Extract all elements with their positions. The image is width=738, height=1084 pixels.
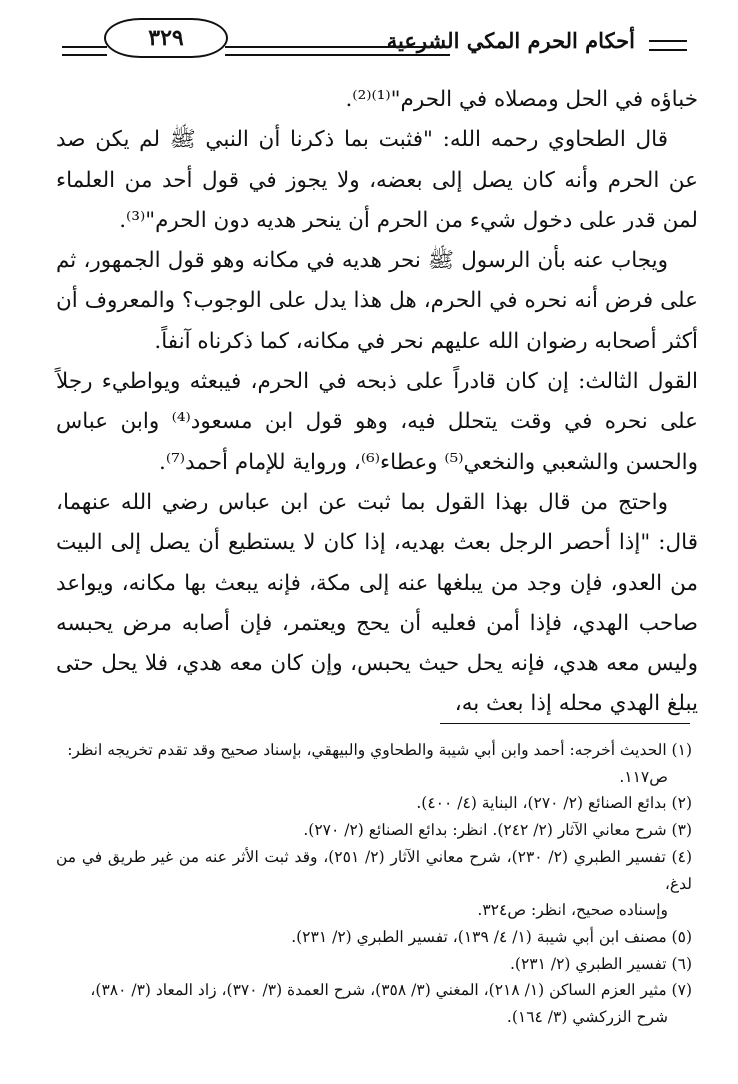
footnote: (١) الحديث أخرجه: أحمد وابن أبي شيبة والطحاوي والبيهقي، بإسناد صحيح وقد تقدم تخريجه انظر: (67, 741, 692, 759)
paragraph: القول الثالث: إن كان قادراً على ذبحه في الحرم، فيبعثه ويواطيء رجلاً على نحره في وقت يتحلل فيه، وهو قول ابن مسعود⁽⁴⁾ وابن عباس والحسن والشعبي والنخعي⁽⁵⁾ وعطاء⁽⁶⁾، ورواية للإمام أحمد⁽⁷⁾. (56, 369, 698, 475)
paragraph: واحتج من قال بهذا القول بما ثبت عن ابن عباس رضي الله عنهما، قال: "إذا أحصر الرجل بعث بهديه، إذا كان لا يستطيع أن يصل إلى البيت من العدو، فإن وجد من يبلغها عنه إلى مكة، فإنه يبعث بها مكانه، ويواعد صاحب الهدي، فإذا أمن فعليه أن يحج ويعتمر، فإن أصابه مرض يحبسه وليس معه هدي، فإنه يحل حيث يحبس، وإن كان معه هدي، فلا يحل حتى يبلغ الهدي محله إذا بعث به، (56, 489, 698, 717)
paragraph: خباؤه في الحل ومصلاه في الحرم"⁽¹⁾⁽²⁾. (345, 87, 698, 112)
header-ornament (649, 40, 687, 51)
footnotes (56, 737, 692, 1031)
paragraph: ويجاب عنه بأن الرسول ﷺ نحر هديه في مكانه وهو قول الجمهور، ثم على فرض أنه نحره في الحرم، هل هذا يدل على الوجوب؟ والمعروف أن أكثر أصحابه رضوان الله عليهم نحر في مكانه، كما ذكرناه آنفاً. (56, 248, 698, 354)
footnote-continuation: ص١١٧. (619, 767, 668, 786)
footnote: (٧) مثير العزم الساكن (١/ ٢١٨)، المغني (٣/ ٣٥٨)، شرح العمدة (٣/ ٣٧٠)، زاد المعاد (٣/ ٣٨٠)، (90, 981, 692, 1000)
page-number: ٣٢٩ (104, 18, 228, 58)
running-title: أحكام الحرم المكي الشرعية (386, 28, 635, 53)
footnote-continuation: شرح الزركشي (٣/ ١٦٤). (506, 1008, 668, 1027)
header-rule-left (62, 46, 107, 56)
footnote: (٦) تفسير الطبري (٢/ ٢٣١). (509, 954, 692, 973)
footnote: (٤) تفسير الطبري (٢/ ٢٣٠)، شرح معاني الآثار (٢/ ٢٥١)، وقد ثبت الأثر عنه من غير طريق في من لدغ، (56, 847, 692, 893)
footnote-separator (440, 723, 690, 724)
footnote-continuation: وإسناده صحيح، انظر: ص٣٢٤. (477, 901, 668, 920)
footnote: (٥) مصنف ابن أبي شيبة (١/ ٤/ ١٣٩)، تفسير الطبري (٢/ ٢٣١). (291, 927, 692, 946)
paragraph: قال الطحاوي رحمه الله: "فثبت بما ذكرنا أن النبي ﷺ لم يكن صد عن الحرم وأنه كان يصل إلى بعضه، ولا يجوز في قول أحد من العلماء لمن قدر على دخول شيء من الحرم أن ينحر هديه دون الحرم"⁽³⁾. (56, 127, 698, 233)
footnote: (٢) بدائع الصنائع (٢/ ٢٧٠)، البناية (٤/ ٤٠٠). (416, 794, 692, 813)
main-text (56, 80, 698, 725)
footnote: (٣) شرح معاني الآثار (٢/ ٢٤٢). انظر: بدائع الصنائع (٢/ ٢٧٠). (303, 821, 692, 840)
header-rule (225, 46, 450, 56)
page-header (62, 18, 687, 58)
